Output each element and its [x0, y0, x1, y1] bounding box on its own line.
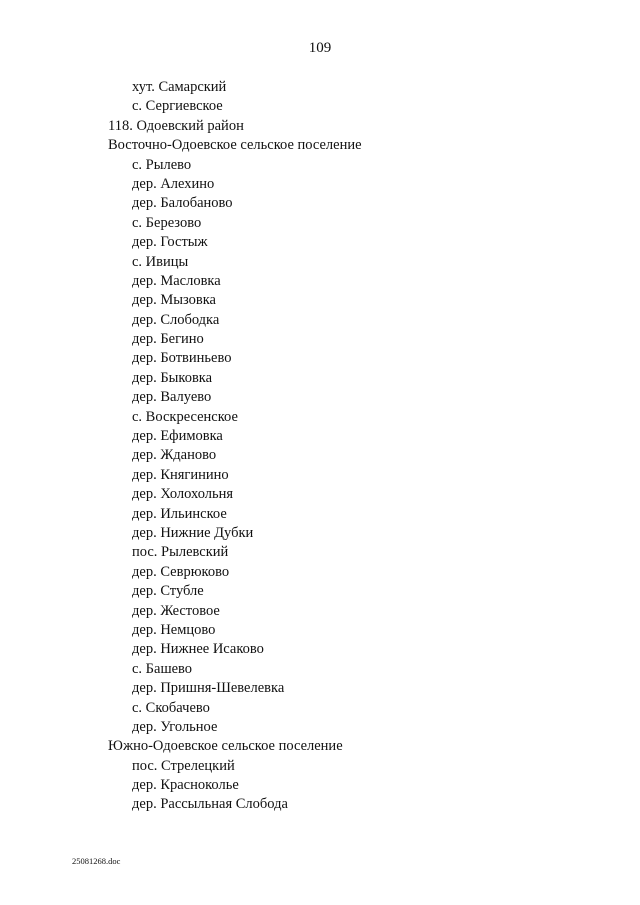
settlement-item: дер. Ефимовка	[132, 428, 223, 445]
page-number: 109	[308, 40, 332, 56]
settlement-item: пос. Рылевский	[132, 544, 229, 561]
settlement-item: дер. Стубле	[132, 583, 204, 600]
settlement-item: с. Скобачево	[132, 699, 210, 716]
settlement-item: пос. Стрелецкий	[132, 757, 235, 774]
settlement-item: дер. Жданово	[132, 447, 217, 464]
section-heading: Южно-Одоевское сельское поселение	[108, 738, 343, 755]
settlement-list	[0, 78, 640, 815]
settlement-item: дер. Мызовка	[132, 292, 216, 309]
settlement-item: дер. Алехино	[132, 175, 215, 192]
settlement-item: дер. Бегино	[132, 331, 204, 348]
settlement-item: дер. Краснокольe	[132, 777, 239, 794]
settlement-item: с. Воскресенское	[132, 408, 238, 425]
settlement-item: хут. Самарский	[132, 79, 227, 95]
section-heading: Восточно-Одоевское сельское поселение	[108, 137, 362, 154]
settlement-item: дер. Пришня-Шевелевка	[132, 680, 285, 697]
settlement-item: дер. Угольное	[132, 718, 218, 735]
settlement-item: дер. Нижние Дубки	[132, 524, 254, 541]
settlement-item: дер. Ильинское	[132, 505, 227, 522]
settlement-item: дер. Жестовое	[132, 602, 220, 619]
settlement-item: с. Башево	[132, 660, 193, 677]
settlement-item: дер. Гостыж	[132, 234, 208, 251]
settlement-item: дер. Холохольня	[132, 486, 234, 503]
settlement-item: дер. Немцово	[132, 621, 216, 638]
section-heading: 118. Одоевский район	[108, 117, 244, 134]
settlement-item: дер. Быковка	[132, 369, 213, 386]
settlement-item: дер. Севрюково	[132, 563, 230, 580]
settlement-item: дер. Масловка	[132, 272, 221, 289]
settlement-item: дер. Валуево	[132, 389, 212, 406]
settlement-item: с. Рылево	[132, 156, 192, 173]
settlement-item: дер. Ботвиньево	[132, 350, 232, 367]
settlement-item: с. Ивицы	[132, 253, 189, 270]
settlement-item: дер. Балобаново	[132, 195, 233, 212]
file-name-footer: 25081268.doc	[72, 856, 121, 866]
settlement-item: дер. Нижнее Исаково	[132, 641, 264, 658]
settlement-item: с. Сергиевское	[132, 98, 223, 115]
settlement-item: дер. Княгинино	[132, 466, 229, 483]
settlement-item: с. Березово	[132, 214, 202, 231]
settlement-item: дер. Рассыльная Слобода	[132, 796, 288, 813]
settlement-item: дер. Слободка	[132, 311, 220, 328]
